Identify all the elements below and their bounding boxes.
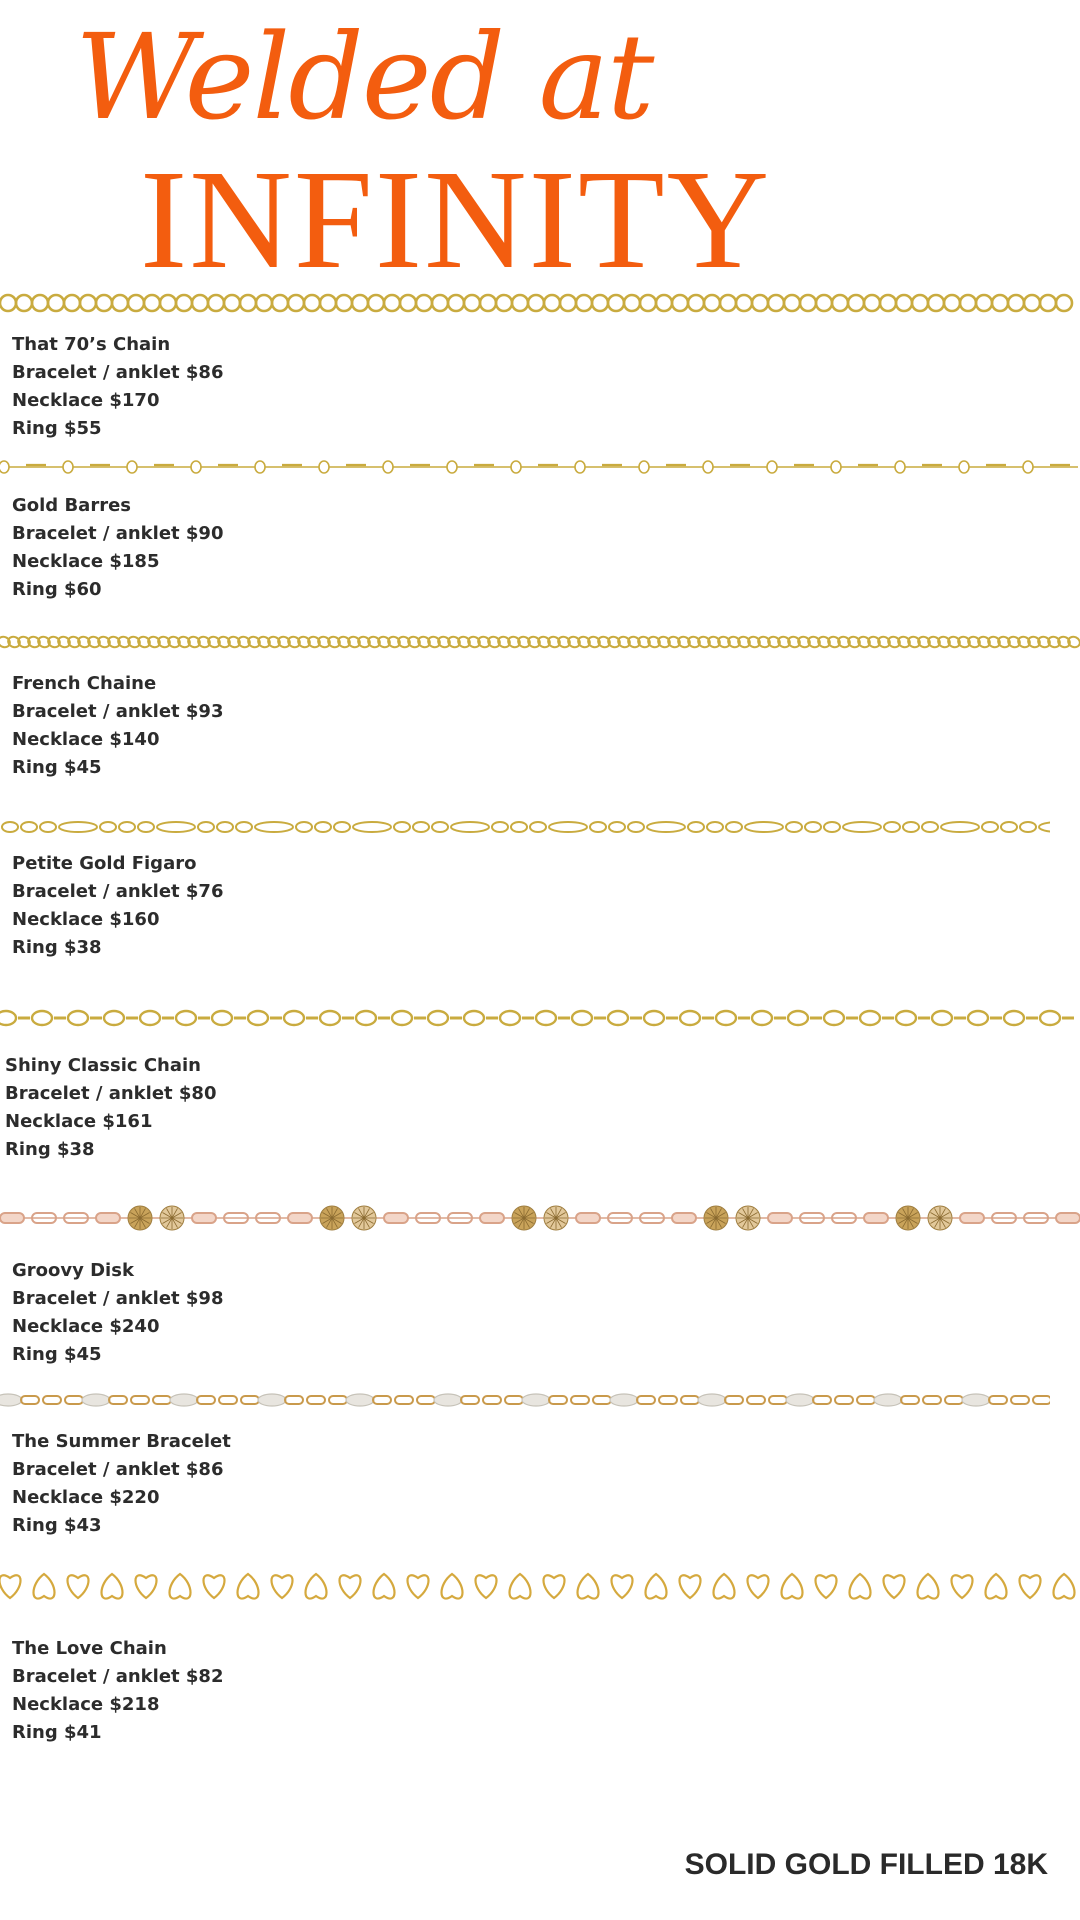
bracelet-price: Bracelet / anklet $86 bbox=[12, 1459, 224, 1480]
chain-image-that-70s-chain bbox=[0, 288, 1080, 318]
product-groovy-disk bbox=[12, 1257, 223, 1369]
necklace-price: Necklace $240 bbox=[12, 1316, 160, 1337]
product-gold-barres bbox=[12, 492, 223, 604]
material-label: SOLID GOLD FILLED 18K bbox=[684, 1848, 1048, 1881]
ring-price: Ring $45 bbox=[12, 1344, 102, 1365]
bracelet-price: Bracelet / anklet $76 bbox=[12, 881, 224, 902]
bracelet-price: Bracelet / anklet $86 bbox=[12, 362, 224, 383]
necklace-price: Necklace $140 bbox=[12, 729, 160, 750]
ring-price: Ring $38 bbox=[5, 1139, 95, 1160]
product-name: Groovy Disk bbox=[12, 1260, 134, 1281]
chain-image-gold-barres bbox=[0, 456, 1080, 478]
bracelet-price: Bracelet / anklet $80 bbox=[5, 1083, 217, 1104]
product-the-summer-bracelet bbox=[12, 1428, 231, 1540]
necklace-price: Necklace $170 bbox=[12, 390, 160, 411]
heart-link-chain-icon bbox=[0, 1566, 1080, 1606]
chain-image-the-love-chain bbox=[0, 1566, 1080, 1606]
product-shiny-classic-chain bbox=[5, 1052, 216, 1164]
chain-image-the-summer-bracelet bbox=[0, 1388, 1050, 1412]
chain-image-shiny-classic-chain bbox=[0, 1004, 1080, 1032]
product-name: French Chaine bbox=[12, 673, 157, 694]
bracelet-price: Bracelet / anklet $98 bbox=[12, 1288, 224, 1309]
necklace-price: Necklace $160 bbox=[12, 909, 160, 930]
enamel-link-chain-icon bbox=[0, 1388, 1050, 1412]
ring-price: Ring $41 bbox=[12, 1722, 102, 1743]
brand-main-title: INFINITY bbox=[140, 140, 772, 298]
figaro-link-chain-icon bbox=[0, 812, 1050, 842]
round-link-chain-icon bbox=[0, 288, 1080, 318]
product-that-70s-chain bbox=[12, 331, 223, 443]
product-name: Petite Gold Figaro bbox=[12, 853, 197, 874]
necklace-price: Necklace $185 bbox=[12, 551, 160, 572]
ring-price: Ring $45 bbox=[12, 757, 102, 778]
brand-script-title: Welded at bbox=[75, 8, 653, 146]
ring-price: Ring $43 bbox=[12, 1515, 102, 1536]
ring-price: Ring $38 bbox=[12, 937, 102, 958]
bracelet-price: Bracelet / anklet $82 bbox=[12, 1666, 224, 1687]
disk-link-chain-icon bbox=[0, 1200, 1080, 1236]
product-name: The Love Chain bbox=[12, 1638, 167, 1659]
bracelet-price: Bracelet / anklet $93 bbox=[12, 701, 224, 722]
product-petite-gold-figaro bbox=[12, 850, 223, 962]
necklace-price: Necklace $218 bbox=[12, 1694, 160, 1715]
rope-link-chain-icon bbox=[0, 630, 1080, 654]
necklace-price: Necklace $220 bbox=[12, 1487, 160, 1508]
product-name: Gold Barres bbox=[12, 495, 132, 516]
ring-price: Ring $55 bbox=[12, 418, 102, 439]
chain-image-petite-gold-figaro bbox=[0, 812, 1050, 842]
bracelet-price: Bracelet / anklet $90 bbox=[12, 523, 224, 544]
product-the-love-chain bbox=[12, 1635, 223, 1747]
product-name: That 70’s Chain bbox=[12, 334, 171, 355]
bar-link-chain-icon bbox=[0, 456, 1080, 478]
ring-price: Ring $60 bbox=[12, 579, 102, 600]
product-french-chaine bbox=[12, 670, 223, 782]
chain-image-groovy-disk bbox=[0, 1200, 1080, 1236]
product-name: The Summer Bracelet bbox=[12, 1431, 231, 1452]
product-name: Shiny Classic Chain bbox=[5, 1055, 201, 1076]
necklace-price: Necklace $161 bbox=[5, 1111, 153, 1132]
cable-link-chain-icon bbox=[0, 1004, 1080, 1032]
chain-image-french-chaine bbox=[0, 630, 1080, 654]
